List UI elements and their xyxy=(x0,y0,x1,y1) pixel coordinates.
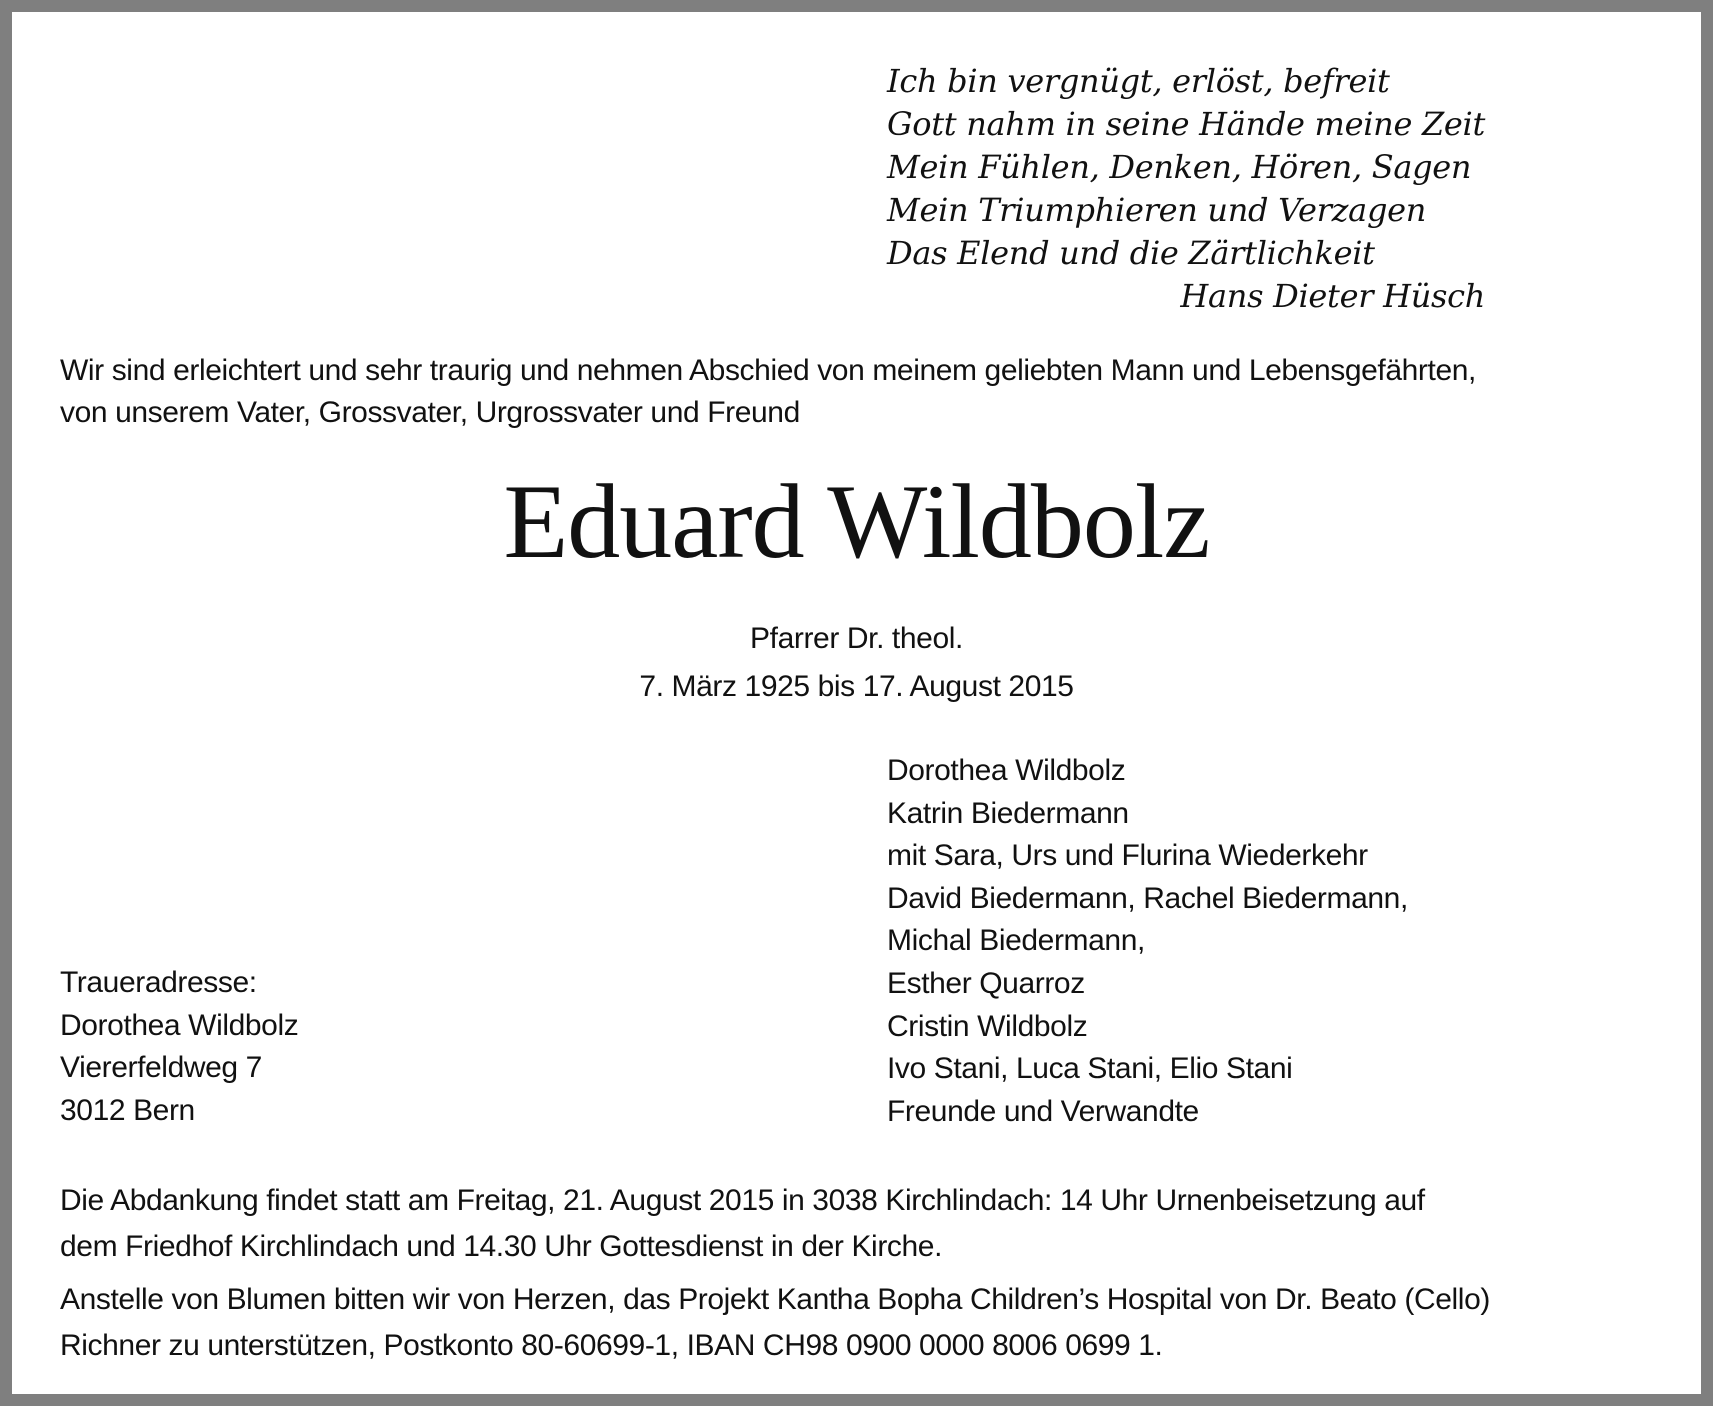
survivor-line: Freunde und Verwandte xyxy=(887,1094,1199,1128)
life-dates: 7. März 1925 bis 17. August 2015 xyxy=(639,670,1074,703)
donation-paragraph xyxy=(60,1277,1660,1369)
survivors-list xyxy=(887,750,1408,1133)
deceased-title: Pfarrer Dr. theol. xyxy=(750,622,963,655)
survivor-line: David Biedermann, Rachel Biedermann, xyxy=(887,881,1408,915)
poem-block xyxy=(887,60,1485,318)
survivor-line: Michal Biedermann, xyxy=(887,924,1145,958)
survivor-line: Cristin Wildbolz xyxy=(887,1009,1088,1043)
intro-line: von unserem Vater, Grossvater, Urgrossvater und Freund xyxy=(60,396,800,429)
survivor-line: Dorothea Wildbolz xyxy=(887,754,1126,787)
ceremony-line: dem Friedhof Kirchlindach und 14.30 Uhr Gottesdienst in der Kirche. xyxy=(60,1230,943,1263)
obituary-card xyxy=(12,12,1701,1394)
survivor-line: Ivo Stani, Luca Stani, Elio Stani xyxy=(887,1052,1293,1086)
poem-line: Das Elend und die Zärtlichkeit xyxy=(887,234,1375,272)
address-name: Dorothea Wildbolz xyxy=(60,1008,299,1042)
survivor-line: Katrin Biedermann xyxy=(887,796,1129,830)
poem-line: Mein Fühlen, Denken, Hören, Sagen xyxy=(887,148,1472,186)
poem-line: Gott nahm in seine Hände meine Zeit xyxy=(887,105,1486,143)
poem-author: Hans Dieter Hüsch xyxy=(1180,277,1486,315)
poem-line: Mein Triumphieren und Verzagen xyxy=(887,191,1427,229)
deceased-name: Eduard Wildbolz xyxy=(503,463,1210,580)
ceremony-paragraph xyxy=(60,1178,1660,1270)
survivor-line: mit Sara, Urs und Flurina Wiederkehr xyxy=(887,839,1368,873)
address-city: 3012 Bern xyxy=(60,1093,195,1127)
mourning-address xyxy=(60,962,298,1132)
intro-text xyxy=(60,350,1660,434)
donation-line: Richner zu unterstützen, Postkonto 80-60699-1, IBAN CH98 0900 0000 8006 0699 1. xyxy=(60,1329,1163,1362)
donation-line: Anstelle von Blumen bitten wir von Herzen, das Projekt Kantha Bopha Children’s Hospital von Dr. Beato (Cello) xyxy=(60,1283,1490,1316)
poem-line: Ich bin vergnügt, erlöst, befreit xyxy=(887,62,1390,100)
survivor-line: Esther Quarroz xyxy=(887,966,1085,1000)
ceremony-line: Die Abdankung findet statt am Freitag, 21. August 2015 in 3038 Kirchlindach: 14 Uhr Urnenbeisetzung auf xyxy=(60,1184,1425,1217)
address-street: Viererfeldweg 7 xyxy=(60,1051,262,1085)
address-label: Traueradresse: xyxy=(60,966,257,999)
intro-line: Wir sind erleichtert und sehr traurig und nehmen Abschied von meinem geliebten Mann und Lebensgefährten, xyxy=(60,354,1476,387)
